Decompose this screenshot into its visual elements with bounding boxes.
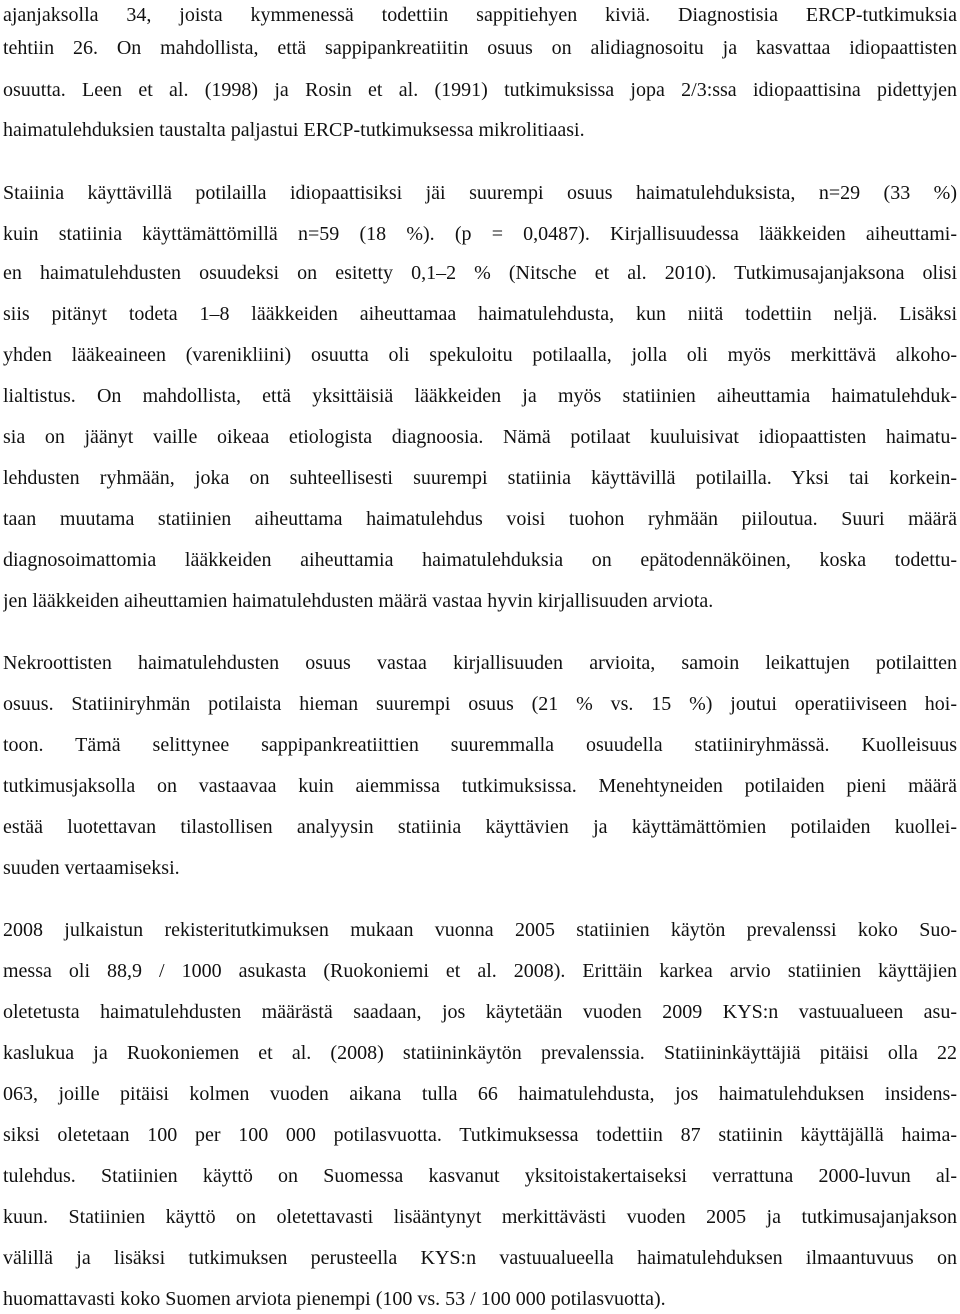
text-line: huomattavasti koko Suomen arviota pienempi (100 vs. 53 / 100 000 potilasvuotta).	[3, 1288, 666, 1310]
text-line: yhden lääkeaineen (varenikliini) osuutta oli spekuloitu potilaalla, jolla oli myös merkittävä alkoho-	[3, 344, 957, 366]
text-line: haimatulehduksien taustalta paljastui ERCP-tutkimuksessa mikrolitiaasi.	[3, 119, 585, 141]
text-line: osuus. Statiiniryhmän potilaista hieman suurempi osuus (21 % vs. 15 %) joutui operatiiviseen hoi-	[3, 693, 957, 715]
text-line: kuun. Statiinien käyttö on oletettavasti lisääntynyt merkittävästi vuoden 2005 ja tutkimusajanjakson	[3, 1206, 957, 1228]
text-line: 2008 julkaistun rekisteritutkimuksen mukaan vuonna 2005 statiinien käytön prevalenssi koko Suo-	[3, 919, 957, 941]
text-line: Staiinia käyttävillä potilailla idiopaattisiksi jäi suurempi osuus haimatulehduksista, n=29 (33 %)	[3, 182, 957, 204]
text-line: siis pitänyt todeta 1–8 lääkkeiden aiheuttamaa haimatulehdusta, kun niitä todettiin neljä. Lisäksi	[3, 303, 957, 325]
text-line: en haimatulehdusten osuudeksi on esitetty 0,1–2 % (Nitsche et al. 2010). Tutkimusajanjaksona olisi	[3, 262, 957, 284]
text-line: ajanjaksolla 34, joista kymmenessä todettiin sappitiehyen kiviä. Diagnostisia ERCP-tutkimuksia	[3, 4, 957, 26]
text-line: tehtiin 26. On mahdollista, että sappipankreatiitin osuus on alidiagnosoitu ja kasvattaa idiopaattisten	[3, 37, 957, 59]
text-line: toon. Tämä selittynee sappipankreatiittien suuremmalla osuudella statiiniryhmässä. Kuolleisuus	[3, 734, 957, 756]
text-line: jen lääkkeiden aiheuttamien haimatulehdusten määrä vastaa hyvin kirjallisuuden arviota.	[3, 590, 714, 612]
text-line: kuin statiinia käyttämättömillä n=59 (18 %). (p = 0,0487). Kirjallisuudessa lääkkeiden aiheuttami-	[3, 223, 957, 245]
text-line: diagnosoimattomia lääkkeiden aiheuttamia haimatulehduksia on epätodennäköinen, koska todettu-	[3, 549, 957, 571]
text-line: kaslukua ja Ruokoniemen et al. (2008) statiininkäytön prevalenssia. Statiininkäyttäjiä pitäisi olla 22	[3, 1042, 957, 1064]
text-line: 063, joille pitäisi kolmen vuoden aikana tulla 66 haimatulehdusta, jos haimatulehduksen insidens-	[3, 1083, 957, 1105]
text-line: tutkimusjaksolla on vastaavaa kuin aiemmissa tutkimuksissa. Menehtyneiden potilaiden pieni määrä	[3, 775, 957, 797]
text-line: osuutta. Leen et al. (1998) ja Rosin et al. (1991) tutkimuksissa jopa 2/3:ssa idiopaattisina pidettyjen	[3, 79, 957, 101]
text-line: Nekroottisten haimatulehdusten osuus vastaa kirjallisuuden arvioita, samoin leikattujen potilaitten	[3, 652, 957, 674]
text-line: oletetusta haimatulehdusten määrästä saadaan, jos käytetään vuoden 2009 KYS:n vastuualueen asu-	[3, 1001, 957, 1023]
text-line: messa oli 88,9 / 1000 asukasta (Ruokoniemi et al. 2008). Erittäin karkea arvio statiinien käyttäjien	[3, 960, 957, 982]
text-line: lehdusten ryhmään, joka on suhteellisesti suurempi statiinia käyttävillä potilailla. Yksi tai korkein-	[3, 467, 957, 489]
text-line: estää luotettavan tilastollisen analyysin statiinia käyttävien ja käyttämättömien potilaiden kuollei-	[3, 816, 957, 838]
text-line: tulehdus. Statiinien käyttö on Suomessa kasvanut yksitoistakertaiseksi verrattuna 2000-luvun al-	[3, 1165, 957, 1187]
text-line: välillä ja lisäksi tutkimuksen perusteella KYS:n vastuualueella haimatulehduksen ilmaantuvuus on	[3, 1247, 957, 1269]
text-line: siksi oletetaan 100 per 100 000 potilasvuotta. Tutkimuksessa todettiin 87 statiinin käyttäjällä haima-	[3, 1124, 957, 1146]
text-line: lialtistus. On mahdollista, että yksittäisiä lääkkeiden ja myös statiinien aiheuttamia haimatulehduk-	[3, 385, 957, 407]
text-line: sia on jäänyt vaille oikeaa etiologista diagnoosia. Nämä potilaat kuuluisivat idiopaattisten haimatu-	[3, 426, 957, 448]
text-line: taan muutama statiinien aiheuttama haimatulehdus voisi tuohon ryhmään piiloutua. Suuri määrä	[3, 508, 957, 530]
text-line: suuden vertaamiseksi.	[3, 857, 180, 879]
